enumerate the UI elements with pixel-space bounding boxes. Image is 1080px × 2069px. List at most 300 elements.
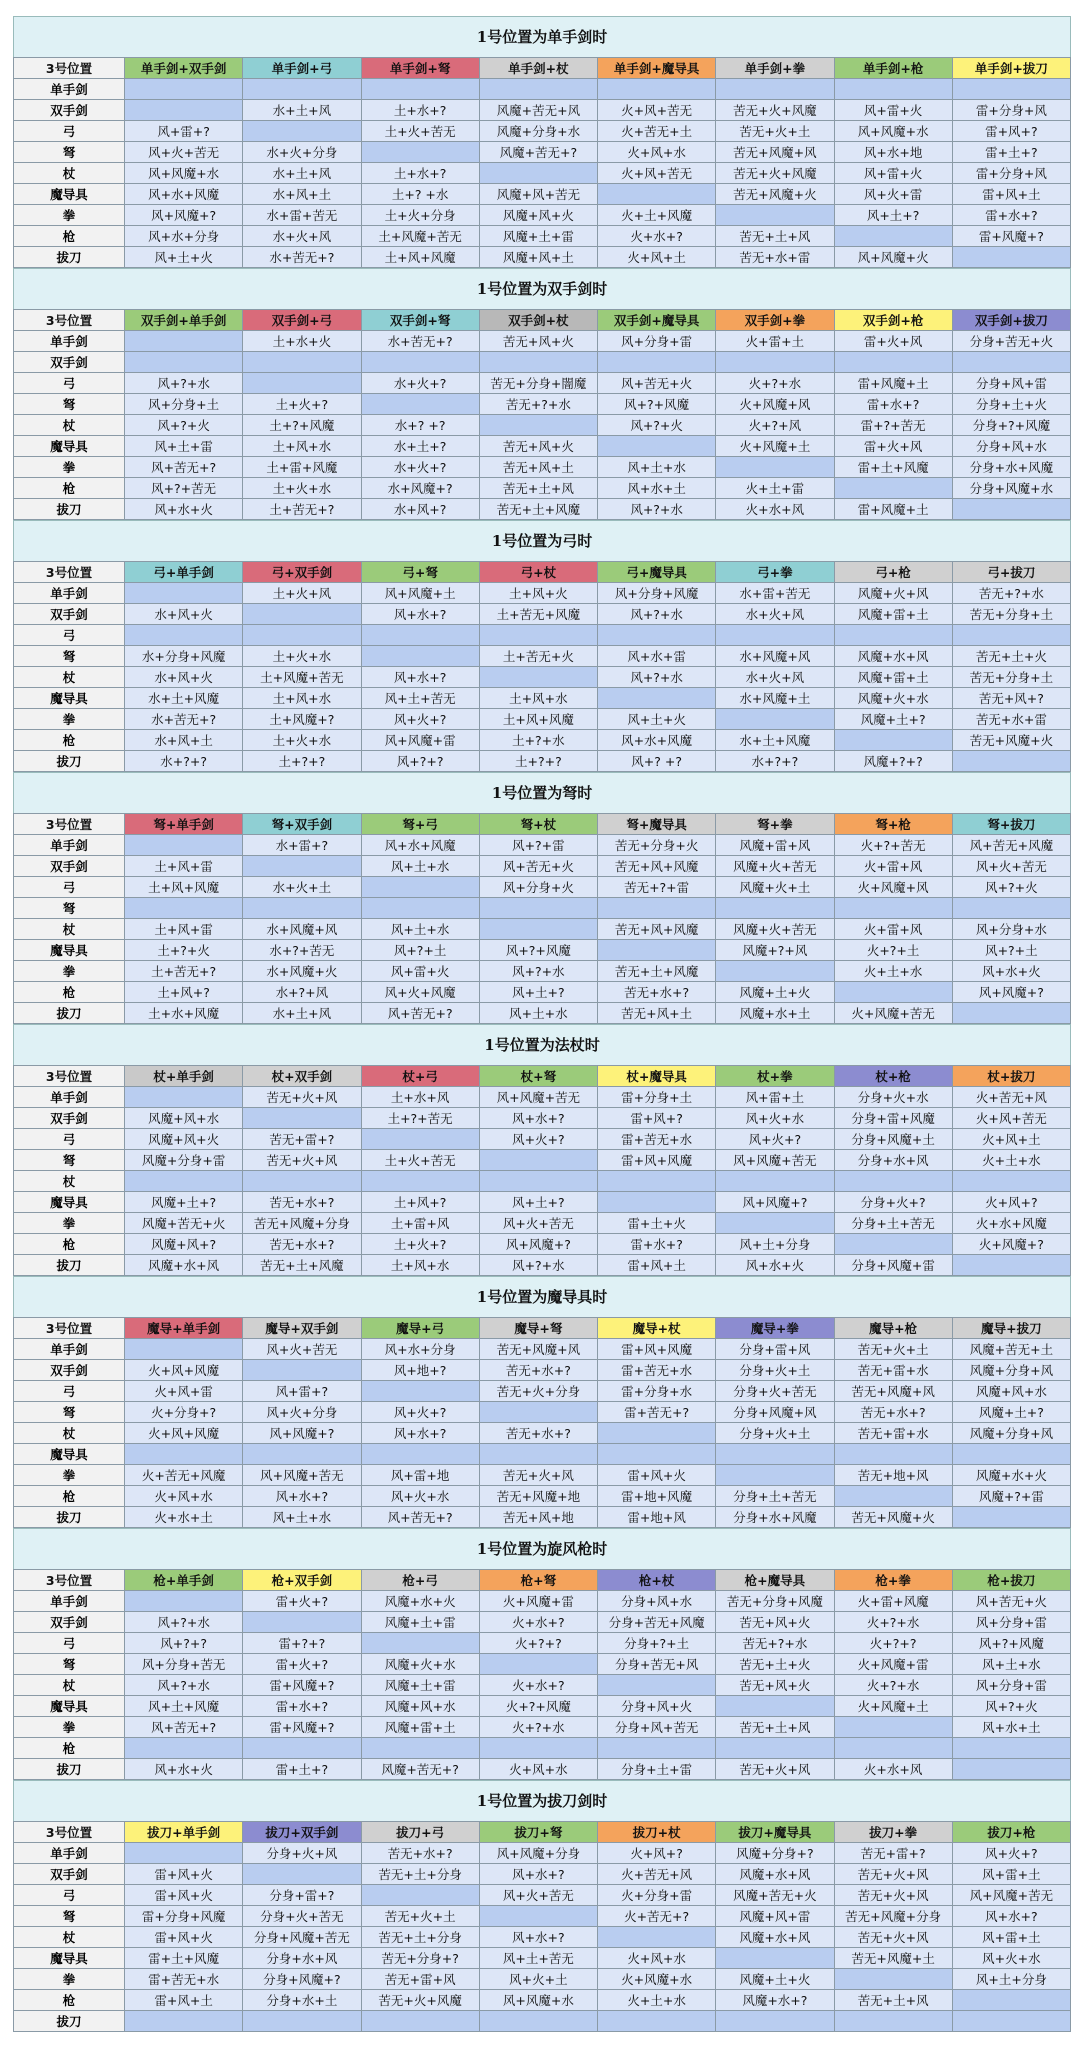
- table-cell: 火+雷+风: [834, 856, 952, 877]
- table-cell: 苦无+风+风魔: [598, 919, 716, 940]
- table-cell: 分身+风+火: [598, 1696, 716, 1717]
- table-cell: 雷+风+火: [125, 1927, 243, 1948]
- table-cell: 苦无+雷+水: [834, 1360, 952, 1381]
- table-cell: 风+土+?: [834, 205, 952, 226]
- table-cell: [598, 1738, 716, 1759]
- table-cell: 苦无+风魔+分身: [243, 1213, 361, 1234]
- table-cell: 苦无+火+风魔: [716, 100, 834, 121]
- table-cell: [716, 457, 834, 478]
- table-cell: 风+水+分身: [125, 226, 243, 247]
- table-cell: 风+? +?: [598, 751, 716, 772]
- table-cell: 分身+雷+风: [716, 1339, 834, 1360]
- table-cell: 风+火+风魔: [361, 982, 479, 1003]
- table-cell: [834, 1969, 952, 1990]
- corner-header: 3号位置: [14, 310, 125, 331]
- column-header: 拔刀+杖: [598, 1822, 716, 1843]
- table-cell: 风+?+水: [598, 499, 716, 520]
- table-cell: 苦无+水+?: [834, 1402, 952, 1423]
- row-header: 枪: [14, 982, 125, 1003]
- column-header: 枪+魔导具: [716, 1570, 834, 1591]
- table-cell: 雷+分身+风魔: [125, 1906, 243, 1927]
- table-cell: 雷+火+风: [834, 436, 952, 457]
- table-cell: 风+?+水: [125, 1612, 243, 1633]
- row-header: 拳: [14, 457, 125, 478]
- table-cell: 风+分身+苦无: [125, 1654, 243, 1675]
- table-cell: 雷+风+土: [125, 1990, 243, 2011]
- table-cell: 水+土+风魔: [125, 688, 243, 709]
- column-header: 拔刀+单手剑: [125, 1822, 243, 1843]
- table-cell: 风+土+风魔: [125, 1696, 243, 1717]
- column-header: 拔刀+弩: [479, 1822, 597, 1843]
- table-cell: [598, 436, 716, 457]
- table-cell: 风+火+水: [952, 1948, 1070, 1969]
- table-cell: 苦无+土+风: [716, 226, 834, 247]
- table-cell: 风+?+土: [952, 940, 1070, 961]
- table-cell: 风+风魔+苦无: [243, 1465, 361, 1486]
- table-cell: 雷+水+?: [952, 205, 1070, 226]
- table-row: [14, 1129, 1071, 1150]
- row-header: 拔刀: [14, 1003, 125, 1024]
- table-row: [14, 919, 1071, 940]
- table-row: [14, 1402, 1071, 1423]
- column-header: 杖+双手剑: [243, 1066, 361, 1087]
- table-row: [14, 352, 1071, 373]
- table-row: [14, 247, 1071, 268]
- table-cell: [125, 1171, 243, 1192]
- table-cell: [952, 352, 1070, 373]
- table-cell: 风魔+土+雷: [361, 1675, 479, 1696]
- table-cell: 火+风+水: [598, 1948, 716, 1969]
- table-cell: 风+土+?: [479, 1192, 597, 1213]
- section-title: 1号位置为拔刀剑时: [13, 1780, 1071, 1821]
- column-header: 杖+弓: [361, 1066, 479, 1087]
- table-cell: 风+火+?: [479, 1129, 597, 1150]
- table-cell: 风+雷+火: [361, 961, 479, 982]
- row-header: 弩: [14, 646, 125, 667]
- table-cell: 风+土+水: [243, 1507, 361, 1528]
- table-cell: 分身+风魔+?: [243, 1969, 361, 1990]
- table-cell: 土+风魔+苦无: [361, 226, 479, 247]
- table-cell: [125, 79, 243, 100]
- table-cell: [479, 79, 597, 100]
- column-header: 双手剑+魔导具: [598, 310, 716, 331]
- table-cell: 风魔+?+雷: [952, 1486, 1070, 1507]
- section-title: 1号位置为弓时: [13, 520, 1071, 561]
- row-header: 杖: [14, 667, 125, 688]
- table-cell: 风魔+风+水: [125, 1108, 243, 1129]
- table-cell: [716, 352, 834, 373]
- table-cell: 雷+风+风魔: [598, 1339, 716, 1360]
- table-cell: [243, 1612, 361, 1633]
- table-row: [14, 1864, 1071, 1885]
- table-cell: 风+地+?: [361, 1360, 479, 1381]
- column-header: 单手剑+拔刀: [952, 58, 1070, 79]
- table-cell: 风魔+火+土: [716, 877, 834, 898]
- table-cell: [479, 919, 597, 940]
- column-header: 枪+拳: [834, 1570, 952, 1591]
- table-cell: 风魔+火+苦无: [716, 919, 834, 940]
- row-header: 双手剑: [14, 856, 125, 877]
- table-cell: [716, 1465, 834, 1486]
- table-row: [14, 436, 1071, 457]
- table-cell: [361, 646, 479, 667]
- table-row: [14, 1003, 1071, 1024]
- row-header: 拳: [14, 205, 125, 226]
- table-cell: [598, 184, 716, 205]
- combo-tables: [13, 16, 1071, 2032]
- column-header: 魔导+单手剑: [125, 1318, 243, 1339]
- table-cell: 风魔+水+风: [834, 646, 952, 667]
- table-cell: 风魔+火+风: [834, 583, 952, 604]
- table-cell: 风+水+土: [598, 478, 716, 499]
- table-cell: 风+火+?: [361, 709, 479, 730]
- table-cell: [479, 2011, 597, 2032]
- table-cell: 风+分身+雷: [952, 1675, 1070, 1696]
- table-cell: 水+分身+风魔: [125, 646, 243, 667]
- row-header: 拔刀: [14, 751, 125, 772]
- table-cell: 风魔+水+风: [716, 1864, 834, 1885]
- table-cell: [834, 226, 952, 247]
- corner-header: 3号位置: [14, 1822, 125, 1843]
- table-cell: [243, 898, 361, 919]
- row-header: 双手剑: [14, 100, 125, 121]
- table-cell: 风+火+?: [952, 1843, 1070, 1864]
- row-header: 单手剑: [14, 835, 125, 856]
- table-cell: [834, 1171, 952, 1192]
- table-cell: 苦无+火+风: [834, 1885, 952, 1906]
- table-cell: 风魔+火+水: [361, 1654, 479, 1675]
- table-cell: 苦无+风魔+火: [716, 184, 834, 205]
- table-row: [14, 688, 1071, 709]
- table-cell: 苦无+火+风魔: [361, 1990, 479, 2011]
- row-header: 双手剑: [14, 1360, 125, 1381]
- table-cell: [598, 1444, 716, 1465]
- table-cell: 苦无+水+?: [243, 1192, 361, 1213]
- table-cell: 雷+苦无+水: [598, 1129, 716, 1150]
- table-cell: 风+?+火: [125, 415, 243, 436]
- table-cell: 风+水+火: [125, 499, 243, 520]
- table-cell: 火+土+水: [952, 1150, 1070, 1171]
- table-cell: [479, 163, 597, 184]
- table-cell: 火+风+水: [479, 1759, 597, 1780]
- table-cell: 苦无+土+风魔: [598, 961, 716, 982]
- table-cell: 风魔+水+火: [361, 1591, 479, 1612]
- table-cell: 土+火+苦无: [361, 1150, 479, 1171]
- column-header: 弩+枪: [834, 814, 952, 835]
- table-row: [14, 856, 1071, 877]
- table-cell: 风+水+?: [479, 1108, 597, 1129]
- table-cell: [125, 1444, 243, 1465]
- table-cell: [598, 2011, 716, 2032]
- table-cell: 风+雷+地: [361, 1465, 479, 1486]
- table-cell: 水+苦无+?: [361, 331, 479, 352]
- row-header: 杖: [14, 1675, 125, 1696]
- table-cell: 风+分身+雷: [952, 1612, 1070, 1633]
- table-cell: [243, 856, 361, 877]
- table-row: [14, 1339, 1071, 1360]
- table-cell: [479, 1444, 597, 1465]
- table-cell: 风+?+风魔: [479, 940, 597, 961]
- table-cell: 土+苦无+火: [479, 646, 597, 667]
- table-cell: 火+水+风: [716, 499, 834, 520]
- table-row: [14, 1843, 1071, 1864]
- row-header: 拔刀: [14, 2011, 125, 2032]
- table-cell: 风+水+火: [125, 1759, 243, 1780]
- table-cell: 分身+苦无+火: [952, 331, 1070, 352]
- table-cell: 火+水+土: [125, 1507, 243, 1528]
- row-header: 拔刀: [14, 1759, 125, 1780]
- table-cell: [716, 1213, 834, 1234]
- table-cell: 风魔+水+风: [716, 1927, 834, 1948]
- row-header: 双手剑: [14, 352, 125, 373]
- table-cell: [361, 1171, 479, 1192]
- column-header: 枪+拔刀: [952, 1570, 1070, 1591]
- table-cell: 风魔+?+?: [834, 751, 952, 772]
- table-row: [14, 79, 1071, 100]
- table-cell: 风魔+土+火: [716, 1969, 834, 1990]
- table-cell: 风魔+风+雷: [716, 1906, 834, 1927]
- table-cell: 风+风魔+?: [125, 205, 243, 226]
- table-row: [14, 1906, 1071, 1927]
- column-header: 双手剑+杖: [479, 310, 597, 331]
- corner-header: 3号位置: [14, 814, 125, 835]
- table-cell: 风+火+水: [716, 1108, 834, 1129]
- table-cell: [125, 1843, 243, 1864]
- table-row: [14, 1213, 1071, 1234]
- table-cell: 风+风魔+水: [125, 163, 243, 184]
- table-cell: 火+风魔+土: [716, 436, 834, 457]
- combo-table: [13, 1065, 1071, 1276]
- table-cell: 火+土+水: [834, 961, 952, 982]
- row-header: 拔刀: [14, 247, 125, 268]
- table-cell: 风+土+水: [952, 1654, 1070, 1675]
- table-cell: 风魔+土+?: [952, 1402, 1070, 1423]
- table-cell: 土+风+雷: [125, 919, 243, 940]
- table-cell: [479, 1738, 597, 1759]
- table-row: [14, 604, 1071, 625]
- table-row: [14, 457, 1071, 478]
- table-cell: 土+风+?: [125, 982, 243, 1003]
- table-row: [14, 1927, 1071, 1948]
- row-header: 拳: [14, 1717, 125, 1738]
- row-header: 拳: [14, 1465, 125, 1486]
- table-cell: 苦无+火+风: [834, 1864, 952, 1885]
- table-cell: 风+分身+水: [952, 919, 1070, 940]
- table-cell: 火+风魔+水: [598, 1969, 716, 1990]
- table-cell: 雷+风+土: [598, 1255, 716, 1276]
- table-cell: 风+风魔+苦无: [479, 1087, 597, 1108]
- column-header: 杖+单手剑: [125, 1066, 243, 1087]
- table-cell: [361, 877, 479, 898]
- table-cell: 火+水+风: [834, 1759, 952, 1780]
- column-header: 弓+拳: [716, 562, 834, 583]
- table-cell: 风+水+土: [952, 1717, 1070, 1738]
- table-cell: 苦无+雷+风: [361, 1969, 479, 1990]
- table-cell: 风+水+火: [716, 1255, 834, 1276]
- row-header: 魔导具: [14, 1948, 125, 1969]
- table-row: [14, 1969, 1071, 1990]
- table-cell: 风魔+雷+土: [361, 1717, 479, 1738]
- column-header: 双手剑+枪: [834, 310, 952, 331]
- table-cell: [952, 1003, 1070, 1024]
- table-cell: [716, 205, 834, 226]
- table-cell: 分身+火+风: [243, 1843, 361, 1864]
- table-row: [14, 184, 1071, 205]
- table-cell: 风+火+苦无: [952, 856, 1070, 877]
- table-cell: 水+火+分身: [243, 142, 361, 163]
- table-cell: [361, 2011, 479, 2032]
- table-cell: 分身+风魔+风: [716, 1402, 834, 1423]
- column-header: 双手剑+弓: [243, 310, 361, 331]
- table-cell: [361, 79, 479, 100]
- row-header: 双手剑: [14, 1612, 125, 1633]
- table-row: [14, 709, 1071, 730]
- row-header: 单手剑: [14, 1087, 125, 1108]
- table-cell: 风魔+水+?: [716, 1990, 834, 2011]
- table-cell: 火+雷+风魔: [834, 1591, 952, 1612]
- table-cell: 土+火+水: [243, 478, 361, 499]
- table-cell: 分身+水+风魔: [716, 1507, 834, 1528]
- table-cell: 火+苦无+风: [952, 1087, 1070, 1108]
- row-header: 杖: [14, 1927, 125, 1948]
- table-row: [14, 1465, 1071, 1486]
- column-header: 拔刀+拳: [834, 1822, 952, 1843]
- column-header: 弩+拳: [716, 814, 834, 835]
- table-cell: 分身+水+风: [243, 1948, 361, 1969]
- table-cell: 风魔+苦无+土: [952, 1339, 1070, 1360]
- table-cell: 土+雷+风魔: [243, 457, 361, 478]
- table-cell: 风+?+水: [598, 604, 716, 625]
- table-cell: 分身+土+雷: [598, 1759, 716, 1780]
- table-cell: [361, 1738, 479, 1759]
- table-cell: 风+水+?: [243, 1486, 361, 1507]
- table-cell: [479, 667, 597, 688]
- column-header: 弩+弓: [361, 814, 479, 835]
- table-cell: [479, 1906, 597, 1927]
- table-cell: 雷+水+?: [598, 1234, 716, 1255]
- table-cell: 风+风魔+苦无: [952, 1885, 1070, 1906]
- table-cell: 苦无+风+风魔: [598, 856, 716, 877]
- table-cell: 水+火+风: [243, 226, 361, 247]
- column-header: 双手剑+单手剑: [125, 310, 243, 331]
- table-cell: 风魔+苦无+火: [716, 1885, 834, 1906]
- table-cell: 土+风+水: [361, 1255, 479, 1276]
- table-cell: 火+?+风魔: [479, 1696, 597, 1717]
- table-cell: 火+风魔+苦无: [834, 1003, 952, 1024]
- table-row: [14, 751, 1071, 772]
- table-cell: 风+风魔+?: [952, 982, 1070, 1003]
- table-cell: 风+?+?: [125, 1633, 243, 1654]
- table-row: [14, 373, 1071, 394]
- table-row: [14, 625, 1071, 646]
- table-cell: [479, 1171, 597, 1192]
- table-cell: [834, 625, 952, 646]
- row-header: 弓: [14, 1885, 125, 1906]
- table-cell: 火+?+水: [479, 1717, 597, 1738]
- table-cell: 水+火+风: [716, 667, 834, 688]
- table-cell: 土+?+苦无: [361, 1108, 479, 1129]
- row-header: 弓: [14, 877, 125, 898]
- table-cell: 风+?+水: [125, 373, 243, 394]
- column-header: 魔导+弓: [361, 1318, 479, 1339]
- table-cell: 火+风+风魔: [125, 1360, 243, 1381]
- table-cell: [598, 1423, 716, 1444]
- table-cell: 火+土+雷: [716, 478, 834, 499]
- table-cell: 土+水+风魔: [125, 1003, 243, 1024]
- table-cell: 苦无+地+风: [834, 1465, 952, 1486]
- table-cell: 风+风魔+苦无: [716, 1150, 834, 1171]
- table-cell: 土+苦无+?: [125, 961, 243, 982]
- table-cell: 雷+?+苦无: [834, 415, 952, 436]
- row-header: 拳: [14, 1969, 125, 1990]
- table-cell: 苦无+土+分身: [361, 1927, 479, 1948]
- table-cell: 雷+风魔+土: [834, 499, 952, 520]
- table-cell: 苦无+火+土: [716, 121, 834, 142]
- table-cell: 火+苦无+?: [598, 1906, 716, 1927]
- table-cell: 苦无+风+火: [479, 436, 597, 457]
- table-cell: 风魔+分身+风: [952, 1360, 1070, 1381]
- table-cell: 风+?+火: [952, 877, 1070, 898]
- table-cell: 风+水+?: [479, 1927, 597, 1948]
- table-cell: 土+水+火: [243, 331, 361, 352]
- table-cell: 分身+土+苦无: [834, 1213, 952, 1234]
- row-header: 魔导具: [14, 436, 125, 457]
- table-cell: 雷+地+风魔: [598, 1486, 716, 1507]
- table-cell: 水+风魔+风: [243, 919, 361, 940]
- combo-table: [13, 309, 1071, 520]
- table-row: [14, 205, 1071, 226]
- table-cell: 火+风+水: [598, 142, 716, 163]
- table-row: [14, 730, 1071, 751]
- table-cell: [125, 1738, 243, 1759]
- table-cell: 风+风魔+火: [834, 247, 952, 268]
- table-cell: 分身+风+水: [952, 436, 1070, 457]
- table-cell: 风魔+土+火: [716, 982, 834, 1003]
- table-cell: 苦无+分身+土: [952, 604, 1070, 625]
- table-cell: 风魔+分身+水: [479, 121, 597, 142]
- table-cell: 火+风+苦无: [598, 163, 716, 184]
- table-row: [14, 1507, 1071, 1528]
- table-cell: 苦无+火+分身: [479, 1381, 597, 1402]
- table-cell: [243, 1360, 361, 1381]
- table-cell: 雷+风魔+?: [952, 226, 1070, 247]
- table-row: [14, 1990, 1071, 2011]
- table-cell: 分身+风魔+水: [952, 478, 1070, 499]
- table-cell: 苦无+雷+水: [834, 1423, 952, 1444]
- table-cell: 水+火+?: [361, 373, 479, 394]
- table-cell: [361, 1633, 479, 1654]
- table-cell: 雷+风魔+?: [243, 1675, 361, 1696]
- table-cell: [834, 1486, 952, 1507]
- table-cell: 苦无+火+风: [834, 1927, 952, 1948]
- table-row: [14, 1423, 1071, 1444]
- table-cell: 苦无+风魔+风: [716, 142, 834, 163]
- table-cell: 水+风魔+风: [716, 646, 834, 667]
- table-cell: [243, 1108, 361, 1129]
- table-cell: 苦无+火+风: [243, 1087, 361, 1108]
- table-cell: 风魔+土+雷: [361, 1612, 479, 1633]
- table-cell: 雷+苦无+?: [598, 1402, 716, 1423]
- table-cell: 风魔+?+风: [716, 940, 834, 961]
- table-cell: [598, 1171, 716, 1192]
- table-cell: 水+苦无+?: [243, 247, 361, 268]
- table-cell: 苦无+风魔+土: [834, 1948, 952, 1969]
- table-cell: 风+水+风魔: [361, 835, 479, 856]
- table-cell: 风+苦无+?: [125, 457, 243, 478]
- table-cell: 苦无+水+?: [361, 1843, 479, 1864]
- table-cell: 火+风+土: [598, 247, 716, 268]
- column-header: 弓+杖: [479, 562, 597, 583]
